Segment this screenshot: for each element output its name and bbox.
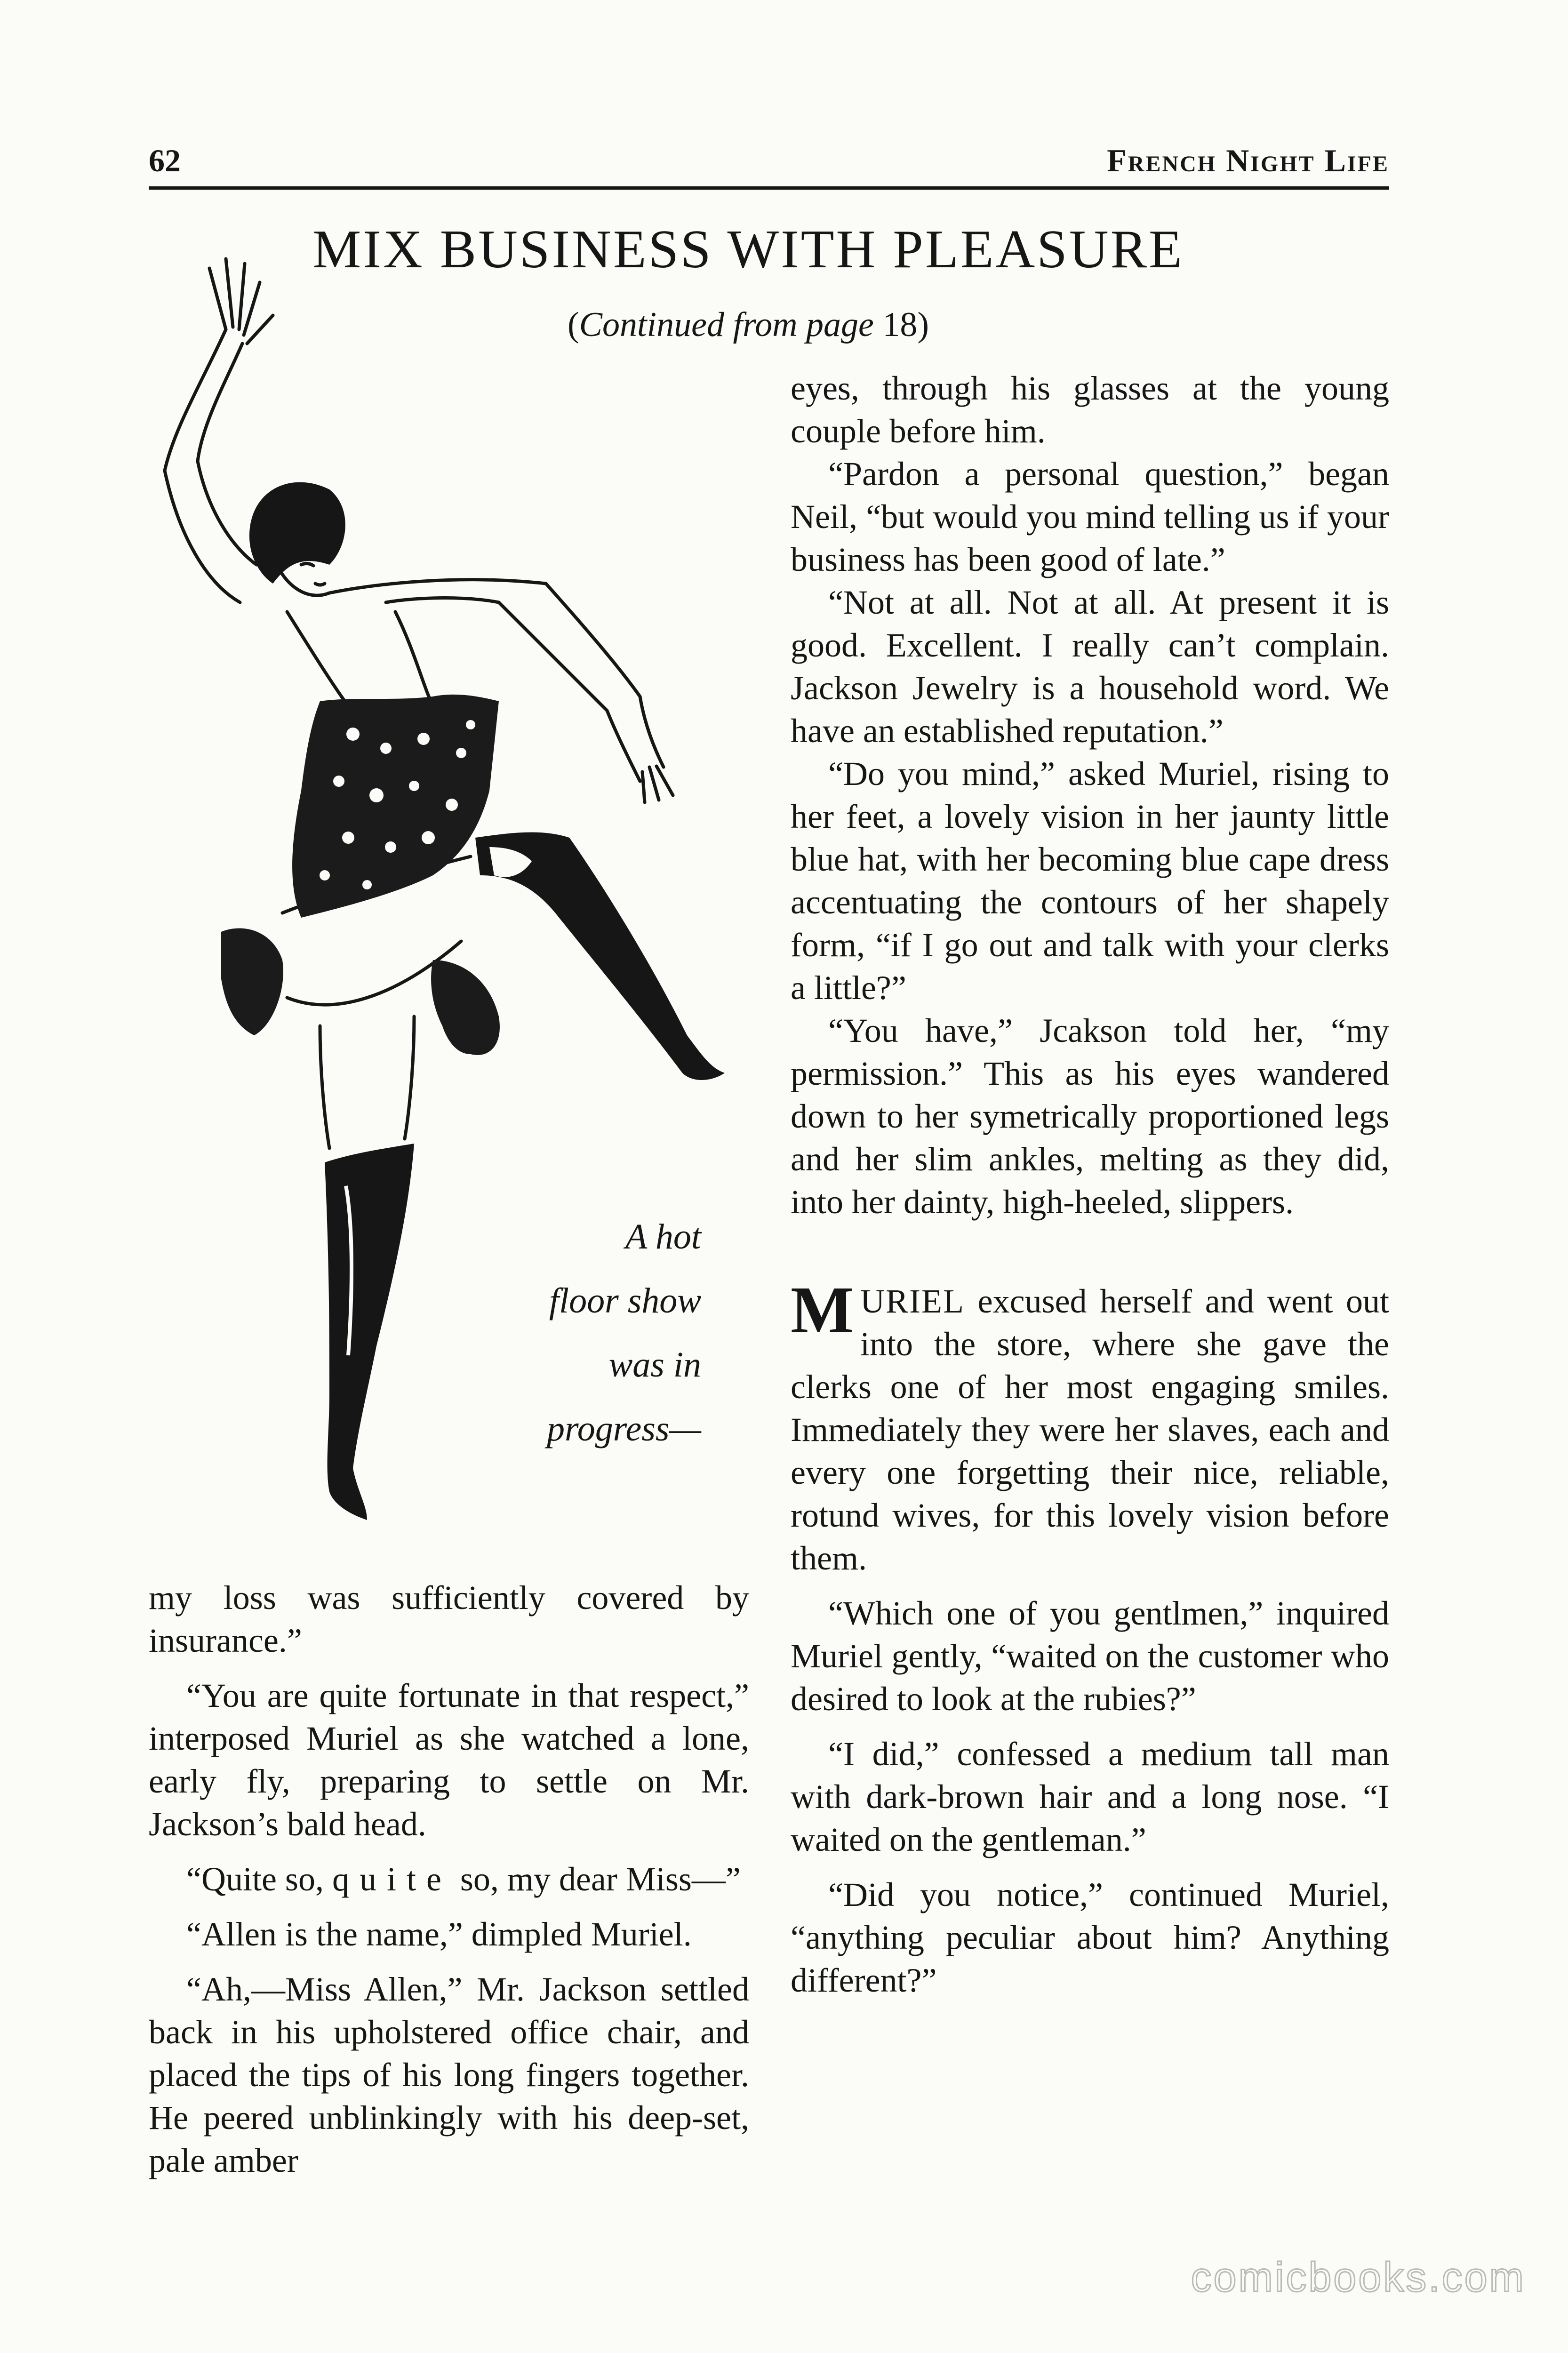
paragraph: “Ah,—Miss Allen,” Mr. Jackson settled back in his upholstered office chair, and placed the tips of his long fingers together. He peered unblinkingly with his deep-set, pale amber bbox=[149, 1970, 749, 2179]
paragraph: “Which one of you gentlmen,” inquired Muriel gently, “waited on the customer who desired to look at the rubies?” bbox=[791, 1594, 1389, 1718]
running-header bbox=[149, 139, 1389, 182]
article-title: MIX BUSINESS WITH PLEASURE bbox=[312, 219, 1184, 280]
illustration-caption bbox=[480, 1205, 701, 1461]
page-number: 62 bbox=[149, 143, 181, 178]
watermark: comicbooks.com bbox=[1191, 2254, 1526, 2300]
right-column bbox=[791, 367, 1389, 2002]
caption-line: progress— bbox=[547, 1409, 701, 1449]
header-rule bbox=[149, 186, 1389, 190]
paragraph: “Allen is the name,” dimpled Muriel. bbox=[186, 1915, 692, 1953]
paragraph: “Not at all. Not at all. At present it is good. Excellent. I really can’t complain. Jackson Jewelry is a household word. We have an established reputation.” bbox=[791, 584, 1389, 750]
paragraph: “Pardon a personal question,” began Neil, “but would you mind telling us if your business has been good of late.” bbox=[791, 455, 1389, 578]
caption-line: was in bbox=[608, 1345, 701, 1385]
paragraph: “I did,” confessed a medium tall man with dark-brown hair and a long nose. “I waited on the gentleman.” bbox=[791, 1735, 1389, 1858]
paragraph: my loss was sufficiently covered by insurance.” bbox=[149, 1579, 749, 1659]
drop-cap: M bbox=[791, 1273, 854, 1347]
running-title: French Night Life bbox=[1107, 143, 1389, 178]
paragraph: “You have,” Jcakson told her, “my permission.” This as his eyes wandered down to her symetrically proportioned legs and her slim ankles, melting as they did, into her dainty, high-heeled, slippers. bbox=[791, 1012, 1389, 1221]
section-opening-paragraph: MURIEL excused herself and went out into the store, where she gave the clerks one of her most engaging smiles. Immediately they were her slaves, each and every one forgetting their nice, reliable, rotund wives, for this lovely vision before them. bbox=[791, 1273, 1389, 1577]
caption-line: A hot bbox=[625, 1217, 701, 1257]
paragraph: “Did you notice,” continued Muriel, “anything peculiar about him? Anything different?” bbox=[791, 1876, 1389, 1999]
left-column bbox=[149, 1577, 749, 2182]
paragraph: “Quite so, quite so, my dear Miss—” bbox=[186, 1860, 741, 1898]
continued-line: (Continued from page 18) bbox=[567, 305, 929, 344]
caption-line: floor show bbox=[549, 1281, 701, 1321]
paragraph: “Do you mind,” asked Muriel, rising to her feet, a lovely vision in her jaunty little blue hat, with her becoming blue cape dress accentuating the contours of her shapely form, “if I go out and talk with your clerks a little?” bbox=[791, 755, 1389, 1007]
paragraph: “You are quite fortunate in that respect,” interposed Muriel as she watched a lone, early fly, preparing to settle on Mr. Jackson’s bald head. bbox=[149, 1677, 749, 1843]
paragraph: eyes, through his glasses at the young couple before him. bbox=[791, 369, 1389, 450]
